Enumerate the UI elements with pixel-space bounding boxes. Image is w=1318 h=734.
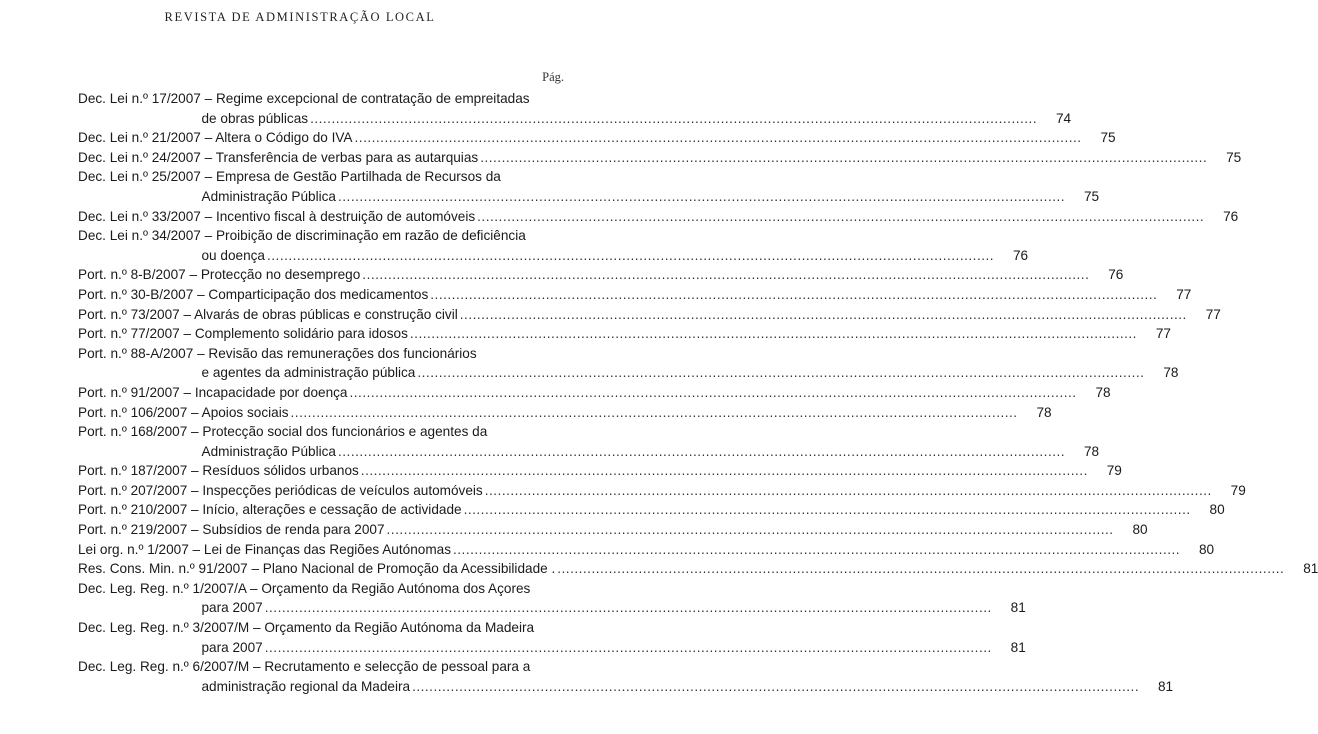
toc-entry-page-number: 78 xyxy=(1083,443,1100,459)
toc-entry-page-number: 75 xyxy=(1083,188,1100,204)
dot-leader xyxy=(477,207,1204,227)
toc-entry xyxy=(78,540,1215,560)
toc-entry-page-number: 81 xyxy=(1010,600,1026,616)
toc-entry xyxy=(78,128,1116,148)
toc-entry-page-number: 81 xyxy=(1303,561,1318,577)
toc-entry-text: Dec. Lei n.º 34/2007 – Proibição de discriminação em razão de deficiência xyxy=(78,228,526,244)
toc-entry-title-line xyxy=(78,559,1318,579)
toc-entry-title-line xyxy=(78,207,1239,227)
dot-leader xyxy=(410,324,1137,344)
toc-entry-page-number: 77 xyxy=(1155,326,1171,342)
toc-entry-text: Port. n.º 210/2007 – Início, alterações e cessação de actividade xyxy=(78,502,462,518)
toc-entry-continuation-line xyxy=(78,598,1026,618)
toc-entry-text: Port. n.º 73/2007 – Alvarás de obras públicas e construção civil xyxy=(78,306,458,322)
toc-entry xyxy=(78,403,1052,423)
toc-entry xyxy=(78,344,1179,383)
toc-entry-page-number: 80 xyxy=(1209,502,1225,518)
toc-entry xyxy=(78,148,1242,168)
toc-entry-title-line xyxy=(78,128,1116,148)
toc-entry-continuation-line xyxy=(78,638,1026,658)
dot-leader xyxy=(480,148,1207,168)
toc-entry-text: Port. n.º 207/2007 – Inspecções periódicas de veículos automóveis xyxy=(78,482,483,498)
toc-entry-page-number: 76 xyxy=(1108,267,1124,283)
toc-entry-text: Dec. Lei n.º 25/2007 – Empresa de Gestão Partilhada de Recursos da xyxy=(78,169,501,185)
toc-entry-page-number: 79 xyxy=(1106,463,1122,479)
toc-entry xyxy=(78,89,1072,128)
toc-entry-text: e agentes da administração pública xyxy=(201,365,416,381)
toc-entry-text: Dec. Leg. Reg. n.º 6/2007/M – Recrutamento e selecção de pessoal para a xyxy=(78,659,531,675)
toc-entry-page-number: 74 xyxy=(1056,110,1072,126)
toc-entry xyxy=(78,481,1246,501)
toc-entry-text: de obras públicas xyxy=(201,110,309,126)
toc-entry-title-line xyxy=(78,305,1221,325)
toc-entry xyxy=(78,422,1100,461)
dot-leader xyxy=(355,128,1082,148)
toc-entry-continuation-line xyxy=(78,442,1100,462)
toc-entry-continuation-line xyxy=(78,363,1179,383)
toc-entry xyxy=(78,520,1148,540)
toc-entry xyxy=(78,207,1239,227)
toc-entry-continuation-line xyxy=(78,677,1174,697)
dot-leader xyxy=(362,265,1089,285)
toc-entry-title-line xyxy=(78,148,1242,168)
toc-entry-title-line xyxy=(78,89,572,109)
toc-entry-continuation-line xyxy=(78,187,1100,207)
toc-entry xyxy=(78,618,1026,657)
toc-entry-page-number: 76 xyxy=(1012,247,1029,263)
toc-entry-text: Dec. Lei n.º 17/2007 – Regime excepcional de contratação de empreitadas xyxy=(78,91,530,106)
toc-entry-page-number: 77 xyxy=(1176,286,1192,302)
toc-entry-title-line xyxy=(78,285,1192,305)
toc-entry-title-line xyxy=(78,324,1171,344)
toc-entry-page-number: 81 xyxy=(1010,639,1026,655)
toc-entry-text: Res. Cons. Min. n.º 91/2007 – Plano Nacional de Promoção da Acessibilidade . xyxy=(78,561,556,577)
toc-entry-text: Port. n.º 8-B/2007 – Protecção no desemprego xyxy=(78,267,361,283)
toc-entry-title-line xyxy=(78,461,1122,481)
toc-entry-title-line xyxy=(78,657,572,677)
page-column-label: Pág. xyxy=(542,70,564,84)
toc-entry xyxy=(78,305,1221,325)
dot-leader xyxy=(464,500,1191,520)
toc-entry-page-number: 75 xyxy=(1226,149,1242,165)
toc-entry-page-number: 79 xyxy=(1230,482,1246,498)
dot-leader xyxy=(350,383,1077,403)
toc-entry-text: ou doença xyxy=(201,247,265,263)
toc-entry-continuation-line xyxy=(78,109,1072,129)
toc-entry-text: Port. n.º 187/2007 – Resíduos sólidos urbanos xyxy=(78,463,359,479)
dot-leader xyxy=(485,481,1212,501)
toc-entry-title-line xyxy=(78,540,1215,560)
toc-entry xyxy=(78,324,1171,344)
dot-leader xyxy=(265,598,992,618)
toc-entry-text: para 2007 xyxy=(201,600,263,616)
table-of-contents xyxy=(78,89,1318,696)
toc-entry-page-number: 80 xyxy=(1198,541,1215,557)
toc-entry-text: Lei org. n.º 1/2007 – Lei de Finanças das Regiões Autónomas xyxy=(78,541,451,557)
toc-entry xyxy=(78,167,1100,206)
toc-entry-page-number: 80 xyxy=(1132,522,1148,538)
toc-entry xyxy=(78,285,1192,305)
dot-leader xyxy=(338,187,1065,207)
toc-entry-text: Port. n.º 30-B/2007 – Comparticipação dos medicamentos xyxy=(78,286,429,302)
toc-entry-text: Dec. Lei n.º 21/2007 – Altera o Código do IVA xyxy=(78,130,353,146)
toc-entry xyxy=(78,383,1111,403)
dot-leader xyxy=(557,559,1284,579)
toc-entry xyxy=(78,226,1029,265)
toc-entry-title-line xyxy=(78,344,572,364)
toc-entry-title-line xyxy=(78,422,572,442)
toc-entry-title-line xyxy=(78,500,1225,520)
dot-leader xyxy=(412,677,1139,697)
dot-leader xyxy=(338,442,1065,462)
running-header: REVISTA DE ADMINISTRAÇÃO LOCAL xyxy=(164,10,436,24)
toc-entry-text: Dec. Lei n.º 24/2007 – Transferência de verbas para as autarquias xyxy=(78,149,479,165)
toc-entry-title-line xyxy=(78,167,572,187)
toc-entry-text: Port. n.º 88-A/2007 – Revisão das remunerações dos funcionários xyxy=(78,345,477,361)
toc-entry-title-line xyxy=(78,618,572,638)
dot-leader xyxy=(267,246,994,266)
toc-entry-title-line xyxy=(78,481,1246,501)
toc-entry-text: Port. n.º 168/2007 – Protecção social dos funcionários e agentes da xyxy=(78,424,488,440)
toc-entry-title-line xyxy=(78,579,572,599)
toc-entry-page-number: 78 xyxy=(1163,365,1179,381)
toc-entry-title-line xyxy=(78,265,1124,285)
dot-leader xyxy=(310,109,1037,129)
toc-entry xyxy=(78,265,1124,285)
toc-entry xyxy=(78,461,1122,481)
toc-entry-text: Port. n.º 106/2007 – Apoios sociais xyxy=(78,404,289,420)
dot-leader xyxy=(291,403,1018,423)
toc-entry-page-number: 78 xyxy=(1036,404,1052,420)
toc-entry-text: Administração Pública xyxy=(201,188,336,204)
toc-entry xyxy=(78,579,1026,618)
toc-entry-text: Port. n.º 77/2007 – Complemento solidário para idosos xyxy=(78,326,408,342)
dot-leader xyxy=(417,363,1144,383)
toc-entry-text: Dec. Lei n.º 33/2007 – Incentivo fiscal à destruição de automóveis xyxy=(78,208,476,224)
toc-entry-title-line xyxy=(78,403,1052,423)
toc-entry-text: para 2007 xyxy=(201,639,263,655)
toc-entry-page-number: 81 xyxy=(1158,678,1174,694)
toc-entry-title-line xyxy=(78,226,572,246)
toc-entry-text: Port. n.º 91/2007 – Incapacidade por doença xyxy=(78,384,348,400)
dot-leader xyxy=(453,540,1180,560)
toc-entry-title-line xyxy=(78,520,1148,540)
dot-leader xyxy=(430,285,1157,305)
toc-entry xyxy=(78,500,1225,520)
toc-entry-page-number: 78 xyxy=(1095,384,1111,400)
toc-entry-text: Administração Pública xyxy=(201,443,336,459)
dot-leader xyxy=(387,520,1114,540)
toc-entry-page-number: 75 xyxy=(1100,130,1116,146)
dot-leader xyxy=(265,638,992,658)
dot-leader xyxy=(361,461,1088,481)
toc-entry-text: Dec. Leg. Reg. n.º 3/2007/M – Orçamento da Região Autónoma da Madeira xyxy=(78,620,535,636)
toc-entry-title-line xyxy=(78,383,1111,403)
toc-entry xyxy=(78,559,1318,579)
toc-entry-continuation-line xyxy=(78,246,1029,266)
toc-entry-page-number: 76 xyxy=(1223,208,1239,224)
toc-entry-page-number: 77 xyxy=(1205,306,1221,322)
toc-entry-text: administração regional da Madeira xyxy=(201,678,411,694)
toc-entry-text: Dec. Leg. Reg. n.º 1/2007/A – Orçamento da Região Autónoma dos Açores xyxy=(78,580,531,596)
dot-leader xyxy=(460,305,1187,325)
toc-entry xyxy=(78,657,1174,696)
toc-entry-text: Port. n.º 219/2007 – Subsídios de renda para 2007 xyxy=(78,522,385,538)
